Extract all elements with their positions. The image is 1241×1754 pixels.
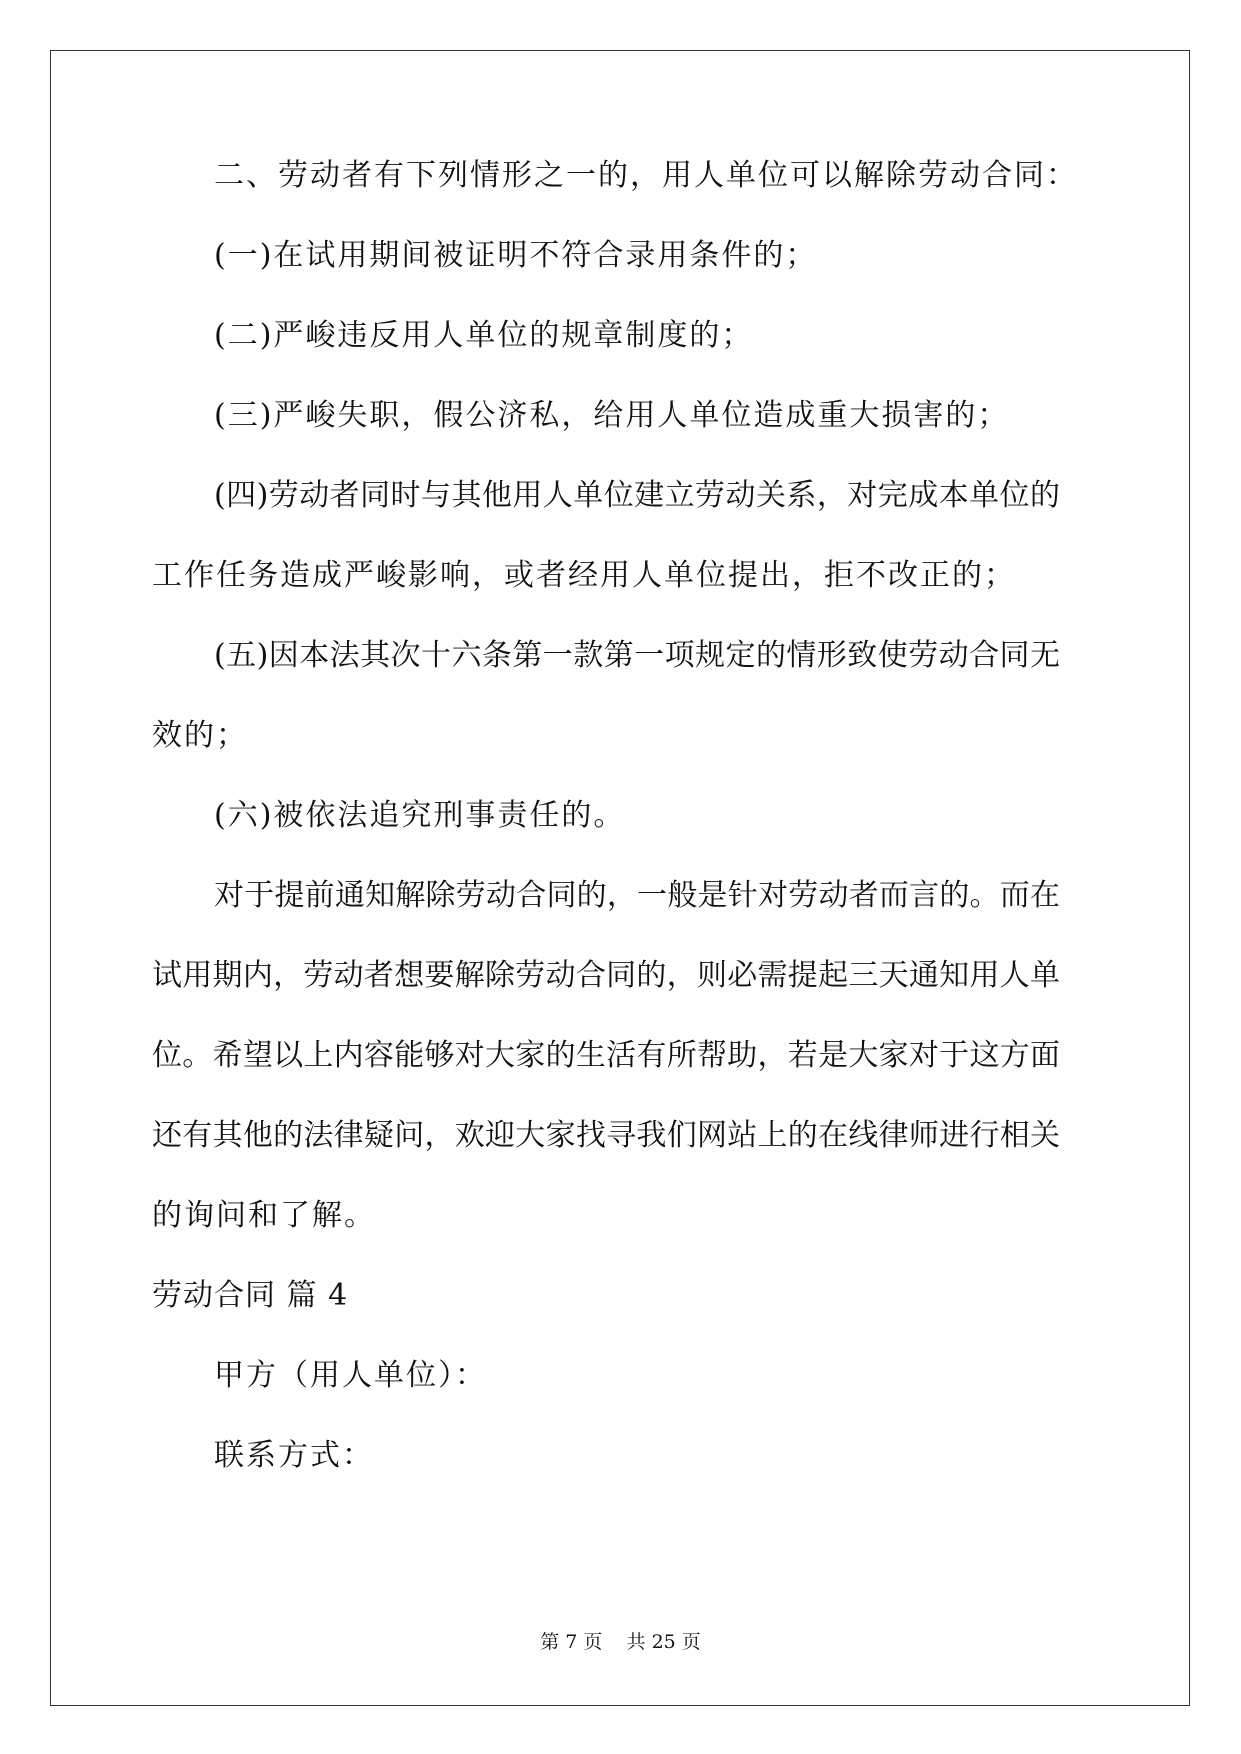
section-heading: 二、劳动者有下列情形之一的，用人单位可以解除劳动合同： — [214, 158, 1078, 193]
paragraph-line: 位。希望以上内容能够对大家的生活有所帮助，若是大家对于这方面 — [152, 1038, 1060, 1073]
list-item: (二)严峻违反用人单位的规章制度的； — [214, 318, 754, 353]
page-footer — [0, 1630, 1241, 1654]
list-item: (六)被依法追究刑事责任的。 — [214, 798, 626, 833]
list-item: (一)在试用期间被证明不符合录用条件的； — [214, 238, 818, 273]
page-number: 第 7 页 — [540, 1631, 603, 1653]
list-item-continuation: 效的； — [152, 718, 248, 753]
list-item: (五)因本法其次十六条第一款第一项规定的情形致使劳动合同无 — [214, 638, 1060, 673]
contact-label: 联系方式： — [214, 1438, 374, 1473]
paragraph-line: 的询问和了解。 — [152, 1198, 376, 1233]
page-total: 共 25 页 — [626, 1631, 701, 1653]
list-item: (三)严峻失职，假公济私，给用人单位造成重大损害的； — [214, 398, 1010, 433]
paragraph-line: 还有其他的法律疑问，欢迎大家找寻我们网站上的在线律师进行相关 — [152, 1118, 1060, 1153]
list-item-continuation: 工作任务造成严峻影响，或者经用人单位提出，拒不改正的； — [152, 558, 1016, 593]
party-a-label: 甲方（用人单位）： — [214, 1358, 487, 1393]
section-title: 劳动合同 篇 4 — [152, 1278, 349, 1313]
list-item: (四)劳动者同时与其他用人单位建立劳动关系，对完成本单位的 — [214, 478, 1060, 513]
paragraph-line: 试用期内，劳动者想要解除劳动合同的，则必需提起三天通知用人单 — [152, 958, 1060, 993]
paragraph-line: 对于提前通知解除劳动合同的，一般是针对劳动者而言的。而在 — [214, 878, 1060, 913]
